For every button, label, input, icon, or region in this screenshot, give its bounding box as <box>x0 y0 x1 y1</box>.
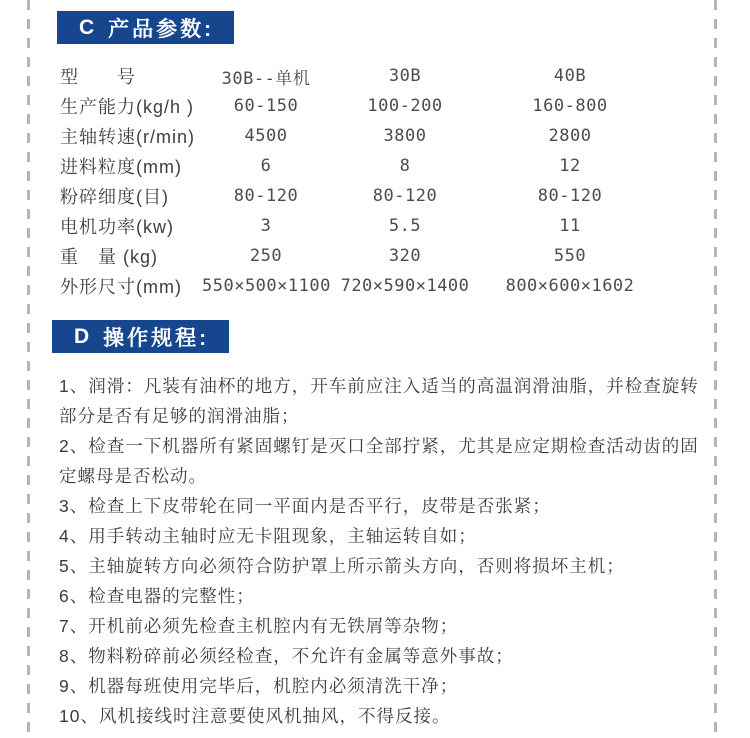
spec-row-dimensions <box>60 271 708 301</box>
spec-label: 生产能力(kg/h ) <box>60 97 195 117</box>
spec-label: 外形尺寸(mm) <box>60 277 182 297</box>
section-header-operating-procedures <box>52 320 229 353</box>
spec-label: 进料粒度(mm) <box>60 157 182 177</box>
spec-value: 4500 <box>244 126 288 146</box>
spec-value: 550×500×1100 <box>202 276 331 296</box>
procedure-item: 2、检查一下机器所有紧固螺钉是灭口全部拧紧，尤其是应定期检查活动齿的固定螺母是否松动。 <box>59 436 699 486</box>
spec-label: 重 量 (kg) <box>60 247 158 267</box>
spec-label: 型 号 <box>60 67 136 87</box>
spec-row-model <box>60 61 708 91</box>
left-dashed-border <box>27 0 30 738</box>
section-header-product-parameters <box>57 11 234 44</box>
spec-value: 250 <box>249 246 283 266</box>
section-letter: D <box>74 324 90 348</box>
spec-value: 8 <box>399 156 411 176</box>
spec-value: 5.5 <box>388 216 422 236</box>
spec-value: 720×590×1400 <box>340 276 470 296</box>
spec-value: 100-200 <box>367 96 443 116</box>
section-title: 产品参数: <box>108 17 215 41</box>
spec-value: 3 <box>260 216 272 236</box>
spec-row-spindle-speed <box>60 121 708 151</box>
procedure-item: 9、机器每班使用完毕后，机腔内必须清洗干净； <box>59 676 459 696</box>
spec-value: 160-800 <box>532 96 608 116</box>
section-letter: C <box>79 15 95 39</box>
spec-label: 电机功率(kw) <box>60 217 174 237</box>
procedure-item: 7、开机前必须先检查主机腔内有无铁屑等杂物； <box>59 616 459 636</box>
spec-row-capacity <box>60 91 708 121</box>
procedure-item: 8、物料粉碎前必须经检查，不允许有金属等意外事故； <box>59 646 514 666</box>
procedure-item: 4、用手转动主轴时应无卡阻现象，主轴运转自如； <box>59 526 477 546</box>
spec-value: 80-120 <box>233 186 299 206</box>
spec-value: 30B <box>388 66 422 86</box>
spec-value: 30B--单机 <box>221 68 311 89</box>
spec-row-feed-size <box>60 151 708 181</box>
spec-label: 主轴转速(r/min) <box>60 127 195 147</box>
section-title: 操作规程: <box>103 326 210 350</box>
spec-value: 11 <box>559 216 581 236</box>
spec-value: 800×600×1602 <box>505 276 635 296</box>
spec-label: 粉碎细度(目) <box>60 187 169 207</box>
spec-row-motor-power <box>60 211 708 241</box>
spec-value: 12 <box>559 156 581 176</box>
spec-value: 40B <box>553 66 587 86</box>
spec-value: 320 <box>388 246 422 266</box>
spec-value: 60-150 <box>233 96 299 116</box>
spec-value: 2800 <box>548 126 592 146</box>
spec-row-fineness <box>60 181 708 211</box>
spec-value: 3800 <box>383 126 427 146</box>
spec-row-weight <box>60 241 708 271</box>
product-parameters-table <box>60 61 708 301</box>
procedure-item: 5、主轴旋转方向必须符合防护罩上所示箭头方向，否则将损坏主机； <box>59 556 625 576</box>
procedure-item: 6、检查电器的完整性； <box>59 586 255 606</box>
procedure-item: 10、风机接线时注意要使风机抽风，不得反接。 <box>59 706 451 726</box>
spec-value: 6 <box>260 156 272 176</box>
operating-procedures-list <box>59 371 709 731</box>
spec-value: 550 <box>553 246 587 266</box>
right-dashed-border <box>714 0 717 738</box>
spec-value: 80-120 <box>537 186 603 206</box>
procedure-item: 1、润滑：凡装有油杯的地方，开车前应注入适当的高温润滑油脂，并检查旋转部分是否有足够的润滑油脂； <box>59 376 699 426</box>
spec-value: 80-120 <box>372 186 438 206</box>
procedure-item: 3、检查上下皮带轮在同一平面内是否平行，皮带是否张紧； <box>59 496 551 516</box>
